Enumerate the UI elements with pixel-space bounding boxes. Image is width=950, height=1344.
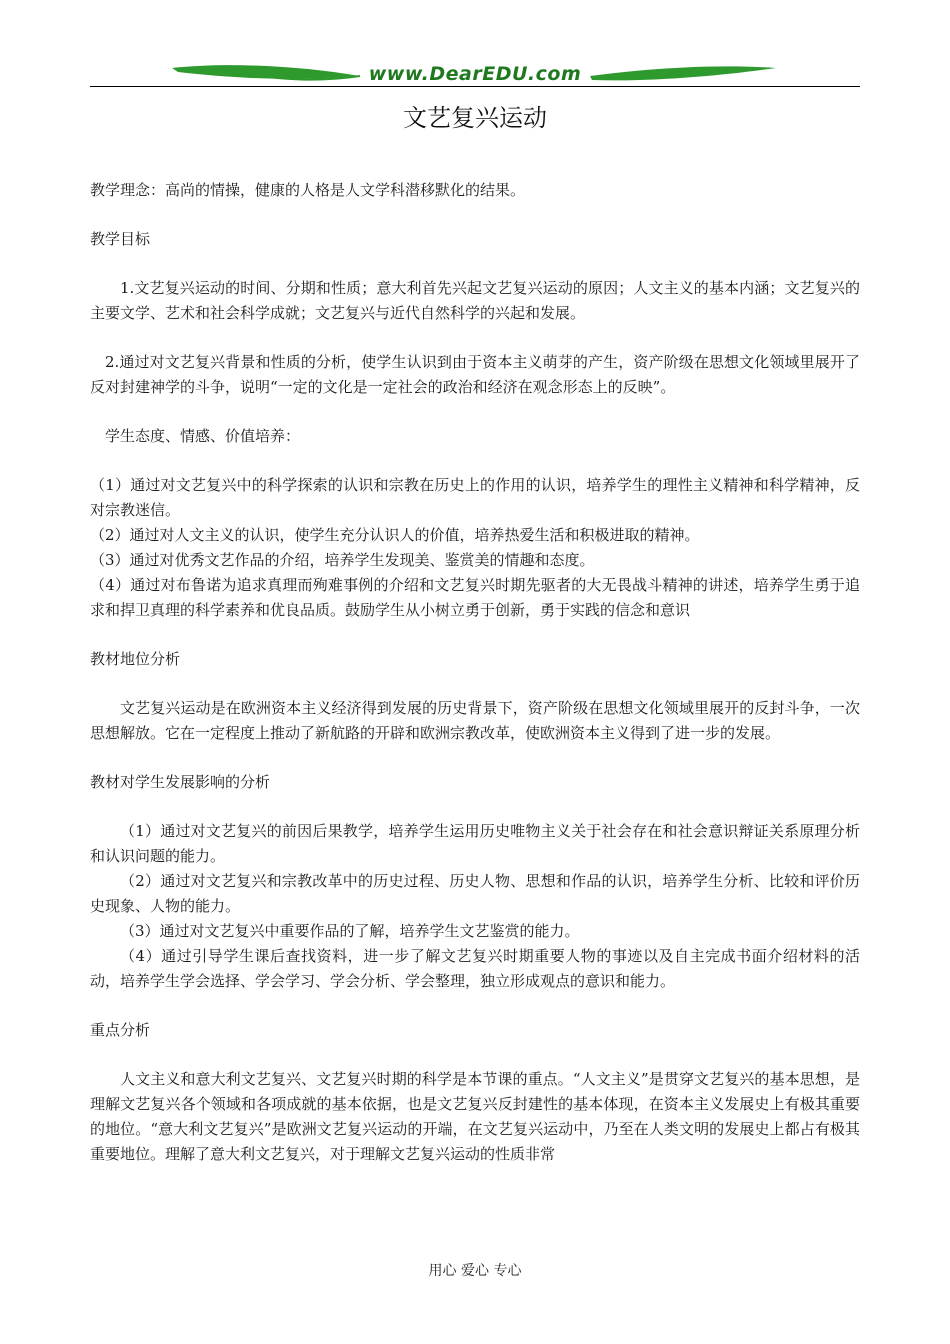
focus-paragraph: 人文主义和意大利文艺复兴、文艺复兴时期的科学是本节课的重点。“人文主义”是贯穿文艺复兴的基本思想，是理解文艺复兴各个领域和各项成就的基本依据，也是文艺复兴反封建性的基本体现，在资本主义发展史上有极其重要的地位。“意大利文艺复兴”是欧洲文艺复兴运动的开端，在文艺复兴运动中，乃至在人类文明的发展史上都占有极其重要地位。理解了意大利文艺复兴，对于理解文艺复兴运动的性质非常: [90, 1070, 860, 1163]
goal-2: 2.通过对文艺复兴背景和性质的分析，使学生认识到由于资本主义萌芽的产生，资产阶级在思想文化领域里展开了反对封建神学的斗争，说明“一定的文化是一定社会的政治和经济在观念形态上的反映”。: [90, 353, 860, 396]
page-footer: 用心 爱心 专心: [428, 1263, 522, 1279]
teaching-philosophy: 教学理念：高尚的情操，健康的人格是人文学科潜移默化的结果。: [90, 181, 526, 199]
impact-item-2: （2）通过对文艺复兴和宗教改革中的历史过程、历史人物、思想和作品的认识，培养学生分析、比较和评价历史现象、人物的能力。: [90, 872, 860, 915]
goals-heading: 教学目标: [90, 230, 151, 248]
attitude-heading: 学生态度、情感、价值培养：: [105, 427, 301, 445]
attitude-item-2: （2）通过对人文主义的认识，使学生充分认识人的价值，培养热爱生活和积极进取的精神。: [90, 526, 700, 544]
impact-item-3: （3）通过对文艺复兴中重要作品的了解，培养学生文艺鉴赏的能力。: [120, 922, 580, 940]
header-rule: [90, 86, 860, 87]
site-header: [0, 60, 950, 92]
focus-heading: 重点分析: [90, 1021, 151, 1039]
impact-heading: 教材对学生发展影响的分析: [90, 773, 271, 791]
attitude-item-3: （3）通过对优秀文艺作品的介绍，培养学生发现美、鉴赏美的情趣和态度。: [90, 551, 595, 569]
attitude-item-1: （1）通过对文艺复兴中的科学探索的认识和宗教在历史上的作用的认识，培养学生的理性主义精神和科学精神，反对宗教迷信。: [90, 476, 860, 519]
attitude-item-4: （4）通过对布鲁诺为追求真理而殉难事例的介绍和文艺复兴时期先驱者的大无畏战斗精神的讲述，培养学生勇于追求和捍卫真理的科学素养和优良品质。鼓励学生从小树立勇于创新，勇于实践的信念和意识: [90, 576, 860, 619]
material-paragraph: 文艺复兴运动是在欧洲资本主义经济得到发展的历史背景下，资产阶级在思想文化领域里展开的反封斗争，一次思想解放。它在一定程度上推动了新航路的开辟和欧洲宗教改革，使欧洲资本主义得到了进一步的发展。: [90, 699, 860, 742]
document-body: [90, 178, 860, 1167]
impact-item-4: （4）通过引导学生课后查找资料，进一步了解文艺复兴时期重要人物的事迹以及自主完成书面介绍材料的活动，培养学生学会选择、学会学习、学会分析、学会整理，独立形成观点的意识和能力。: [90, 947, 860, 990]
site-logo-text: www.DearEDU.com: [368, 63, 582, 85]
impact-item-1: （1）通过对文艺复兴的前因后果教学，培养学生运用历史唯物主义关于社会存在和社会意识辩证关系原理分析和认识问题的能力。: [90, 822, 860, 865]
document-title: 文艺复兴运动: [403, 104, 547, 132]
goal-1: 1.文艺复兴运动的时间、分期和性质；意大利首先兴起文艺复兴运动的原因；人文主义的基本内涵；文艺复兴的主要文学、艺术和社会科学成就；文艺复兴与近代自然科学的兴起和发展。: [90, 279, 860, 322]
material-heading: 教材地位分析: [90, 650, 181, 668]
